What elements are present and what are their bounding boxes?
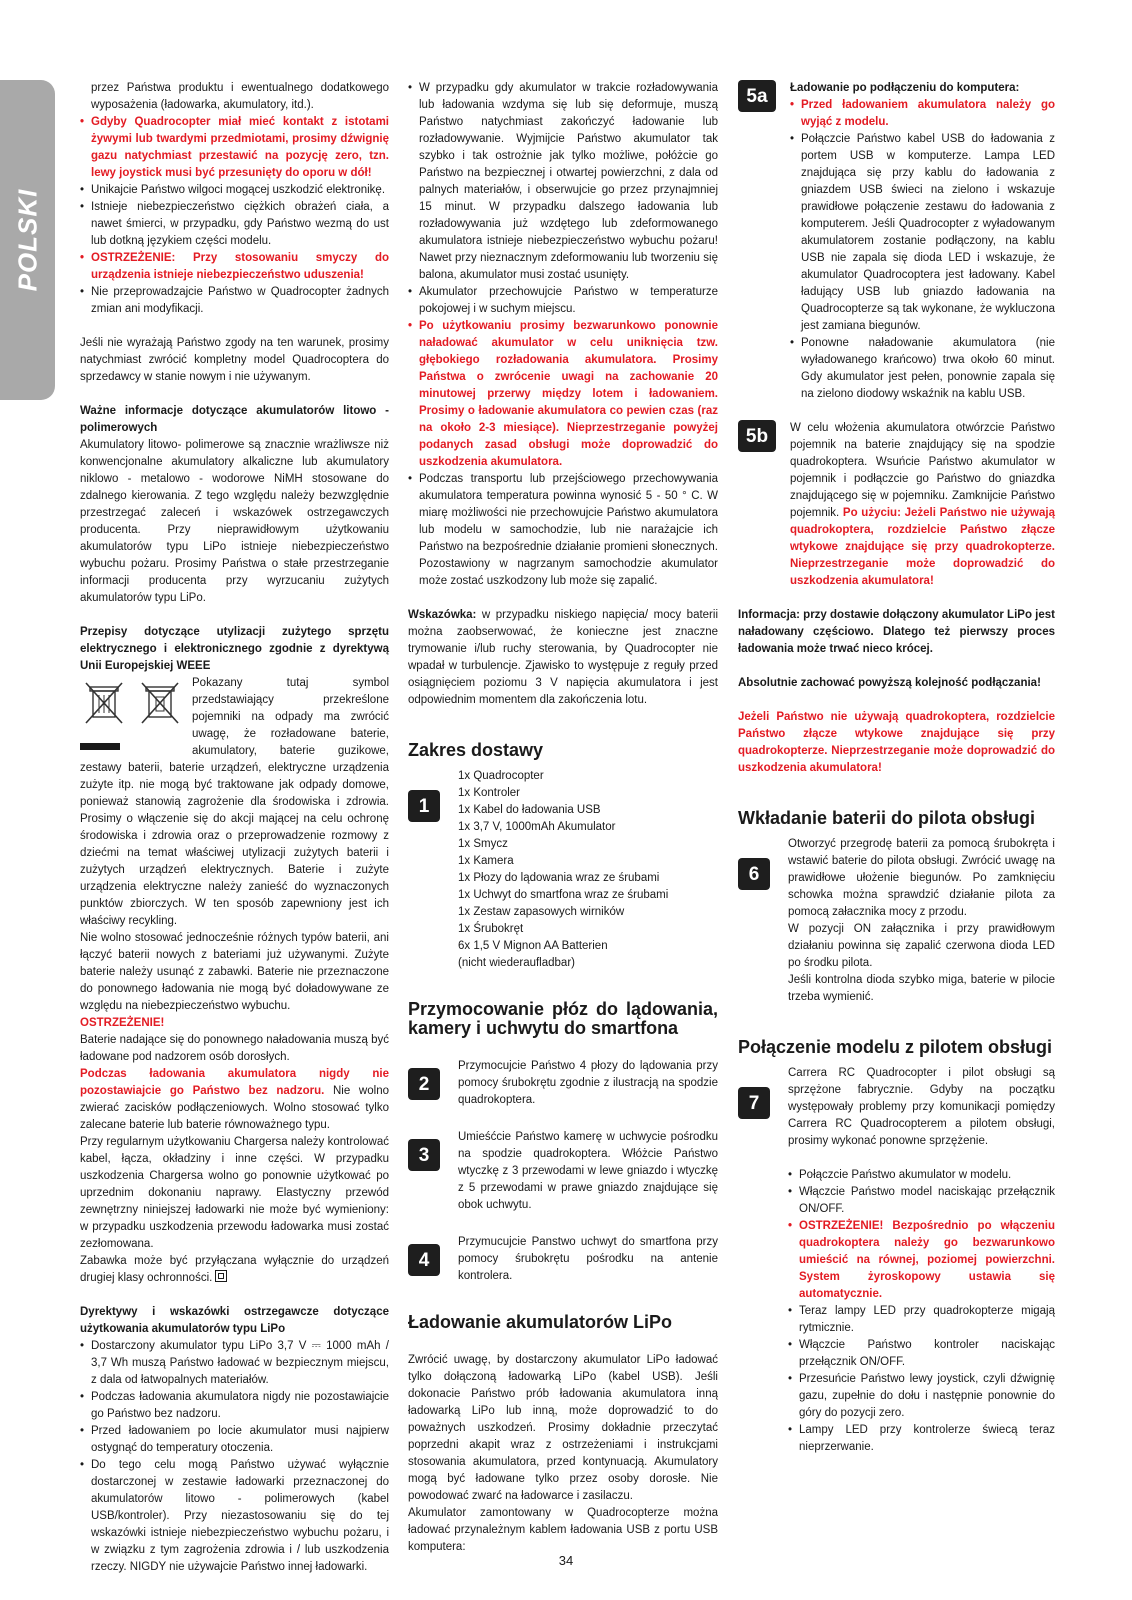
column-1: [80, 80, 389, 1576]
toy-class-text: [80, 1253, 389, 1287]
step-2: [408, 1058, 718, 1109]
step-6: [738, 838, 1055, 1006]
disconnect-warning: Jeżeli Państwo nie używają quadrokoptera, rozdzielcie Państwo złącze wtykowe znajdujące się przy quadrokopterze. Nieprzestrzeganie może doprowadzić do uszkodzenia akumulatora!: [738, 711, 1055, 774]
step-5a: [738, 80, 1055, 403]
step-5b: [738, 420, 1055, 590]
charging-note-rest: Nie wolno zwierać zacisków podłączeniowych. Wolno stosować tylko zalecane baterie lub baterie równoważnego typu.: [80, 1085, 389, 1131]
consent-text: Jeśli nie wyrażają Państwo zgody na ten warunek, prosimy natychmiast zwrócić kompletny model Quadrocoptera do sprzedawcy w stanie nowym i nie używanym.: [80, 337, 389, 383]
scope-heading: Zakres dostawy: [408, 740, 544, 760]
directive-item: • Przed ładowaniem po locie akumulator musi najpierw ostygnąć do temperatury otoczenia.: [80, 1423, 389, 1457]
usb-charge-item: • Ponowne naładowanie akumulatora (nie wyładowanego krańcowo) trwa około 60 minut. Gdy akumulator jest pełen, ponownie zapala się na zielono diodowy wskaźnik na kablu USB.: [790, 335, 1055, 403]
scope-item: 1x Kabel do ładowania USB: [458, 804, 601, 816]
step-number: 2: [408, 1068, 440, 1100]
scope-item: (nicht wiederaufladbar): [458, 957, 575, 969]
weee-block: [80, 675, 389, 930]
step-body: Otworzyć przegrodę baterii za pomocą śrubokręta i wstawić baterie do pilota obsługi. Zwrócić uwagę na prawidłowe ułożenie biegunów. Po zamknięciu schowka można sprawdzić działanie pilota za pomocą załacznika mocy z przodu.: [788, 838, 1055, 918]
hint-label: Wskazówka:: [408, 609, 477, 621]
step-warning: Po użyciu: Jeżeli Państwo nie używają quadrokoptera, rozdzielcie Państwo złącze wtykowe znajdujące się przy quadrokopterze. Nieprzestrzeganie może doprowadzić do uszkodzenia akumulatora!: [790, 507, 1055, 587]
battery-mix-text: Nie wolno stosować jednocześnie różnych typów baterii, ani łączyć baterii nowych z bateriami już używanymi. Zużyte baterie należy usunąć z zabawki. Baterie nie przeznaczone do ponownego ładowania nie mogą być doładowywane ze względu na niebezpieczeństwo wybuchu.: [80, 932, 389, 1012]
pairing-item: • Lampy LED przy kontrolerze świecą teraz nieprzerwanie.: [788, 1422, 1055, 1456]
step-body: W celu włożenia akumulatora otwórzcie Państwo pojemnik na baterie znajdujący się na spodzie quadrokoptera. Wsuńcie Państwo akumulator w pojemnik i podłączcie go Państwo do gniazdka znajdującego się w pojemniku. Zamknijcie Państwo pojemnik.: [790, 422, 1055, 519]
scope-item: 1x Kontroler: [458, 787, 521, 799]
step-text: Carrera RC Quadrocopter i pilot obsługi są sprzężone fabrycznie. Gdyby na początku występowały problemy przy komunikacji pomiędzy Carrera RC Quadrocopterem a pilotem obsługi, prosimy wykonać ponowne sprzężenie.: [788, 1067, 1055, 1147]
mount-heading: Przymocowanie płóz do lądowania, kamery i uchwytu do smartfona: [408, 999, 718, 1038]
pairing-item: • Teraz lampy LED przy quadrokopterze migają rytmicznie.: [788, 1303, 1055, 1337]
step-text: Przymocujcie Państwo 4 płozy do lądowania przy pomocy śrubokrętu zgodnie z ilustracją na spodzie quadrokoptera.: [458, 1060, 718, 1106]
step-body: Jeśli kontrolna dioda szybko miga, baterie w pilocie trzeba wymienić.: [788, 974, 1055, 1003]
column-3: [738, 80, 1055, 1456]
step-text: Umieśćcie Państwo kamerę w uchwycie pośrodku na spodzie quadrokoptera. Włóżcie Państwo wtyczkę z 3 przewodami w lewe gniazdo i wtyczkę z 5 przewodami w prawe gniazdo znajdujące się obok uchwytu.: [458, 1131, 718, 1211]
scope-item: 1x Zestaw zapasowych wirników: [458, 906, 625, 918]
usb-charge-item: • Połączcie Państwo kabel USB do ładowania z portem USB w komputerze. Lampa LED znajdująca się przy kablu do ładowania z gniazdem USB świeci na zielono i wskazuje prawidłowe połączenie zestawu do ładowania z komputerem. Jeśli Quadrocopter z wyładowanym akumulatorem zostanie podłączony, na kablu USB nie zapala się dioda LED i wskazuje, że akumulator Quadrocoptera jest ładowany. Kabel ładujący USB lub gniazdo ładowania na Quadrocopterze są tak wykonane, że wykluczona jest zamiana biegunów.: [790, 131, 1055, 335]
step-number: 5b: [738, 420, 776, 452]
usb-charge-item: • Przed ładowaniem akumulatora należy go wyjąć z modelu.: [790, 97, 1055, 131]
safety-item: • Unikajcie Państwo wilgoci mogącej uszkodzić elektronikę.: [80, 182, 389, 199]
charging-note: [80, 1066, 389, 1134]
directive-title: Dyrektywy i wskazówki ostrzegawcze dotyczące użytkowania akumulatorów typu LiPo: [80, 1306, 389, 1335]
intro-text: przez Państwa produktu i ewentualnego dodatkowego wyposażenia (ładowarka, akumulatory, itd.).: [91, 82, 389, 111]
step-text: Przymucujcie Panstwo uchwyt do smartfona przy pomocy śrubokrętu pośrodku na antenie kontrolera.: [458, 1236, 718, 1282]
step-7: [738, 1067, 1055, 1150]
scope-item: 1x Uchwyt do smartfona wraz ze śrubami: [458, 889, 669, 901]
warning-text: Baterie nadające się do ponownego naładowania muszą być ładowane pod nadzorem osób dorosłych.: [80, 1034, 389, 1063]
order-note: Absolutnie zachować powyższą kolejność podłączania!: [738, 677, 1041, 689]
battery-care-item: • Po użytkowaniu prosimy bezwarunkowo ponownie naładować akumulator w celu uniknięcia tzw. głębokiego rozładowania akumulatora. Prosimy Państwa o zwrócenie uwagi na zachowanie 20 minutowej przerwy między lotem i ładowaniem. Prosimy o ładowanie akumulatora co pewien czas (raz na około 2-3 miesiące). Nieprzestrzeganie powyżej podanych zasad obsługi może doprowadzić do uszkodzenia akumulatora.: [408, 318, 718, 471]
step-number: 7: [738, 1087, 770, 1119]
weee-symbols: [80, 679, 184, 750]
step-3: [408, 1129, 718, 1214]
step-number: 1: [408, 790, 440, 822]
safety-list: [80, 114, 389, 318]
page-number: 34: [558, 1553, 574, 1568]
pairing-item: • Przesuńcie Państwo lewy joystick, czyli dźwignię gazu, zupełnie do dołu i następnie ponownie do góry do pozycji zero.: [788, 1371, 1055, 1422]
scope-item: 1x Smycz: [458, 838, 508, 850]
pilot-battery-heading: Wkładanie baterii do pilota obsługi: [738, 808, 1036, 828]
hint-body: w przypadku niskiego napięcia/ mocy baterii można zaobserwować, że konieczne jest znaczne trymowanie i/lub ruchy sterowania, by Quadrocopter nie wpadał w turbulencje. Zjawisko to występuje z reguły przed osiągnięciem poziomu 3 V napięcia akumulatora i jest odpowiednim momentem dla zakończenia lotu.: [408, 609, 718, 706]
step-number: 4: [408, 1244, 440, 1276]
safety-item: • OSTRZEŻENIE: Przy stosowaniu smyczy do urządzenia istnieje niebezpieczeństwo uduszenia!: [80, 250, 389, 284]
lipo-info-text: Akumulatory litowo- polimerowe są znacznie wrażliwsze niż konwencjonalne akumulatory alkaliczne lub akumulatory niklowo - metalowo - wodorowe NiMH stosowane do zdalnego kierowania. Z tego względu należy bezwzględnie przestrzegać zaleceń i wskazówek ostrzegawczych producenta. Przy nieprawidłowym użytkowaniu akumulatorów typu LiPo istnieje niebezpieczeństwo wybuchu pożaru. Prosimy Państwa o stałe przestrzeganie informacji producenta przy wyrzucaniu zużytych akumulatorów typu LiPo.: [80, 439, 389, 604]
hint-text: [408, 607, 718, 709]
scope-list: [458, 768, 718, 972]
charging-warning: Podczas ładowania akumulatora nigdy nie pozostawiajcie go Państwo bez nadzoru.: [80, 1068, 389, 1097]
pairing-heading: Połączenie modelu z pilotem obsługi: [738, 1037, 1053, 1057]
pairing-item: • OSTRZEŻENIE! Bezpośrednio po włączeniu quadrokoptera należy go bezwarunkowo umieścić na równej, poziomej powierzchni. System żyroskopowy ustawia się automatycznie.: [788, 1218, 1055, 1303]
regular-use-text: Przy regularnym użytkowaniu Chargersa należy kontrolować kabel, łącza, okładziny i inne części. W przypadku uszkodzenia Chargersa wolno go ponownie użytkować po uprzednim dokonaniu naprawy. Elastyczny przewód zewnętrzny niniejszej ładowarki nie może być wymieniony: w przypadku uszkodzenia przewodu ładowarka musi zostać zezłomowana.: [80, 1136, 389, 1250]
safety-item: • Gdyby Quadrocopter miał mieć kontakt z istotami żywymi lub twardymi przedmiotami, prosimy dźwignię gazu natychmiast przestawić na pozycję zero, tzn. lewy joystick musi być przesunięty do oporu w dół!: [80, 114, 389, 182]
lipo-charging-text: Zwrócić uwagę, by dostarczony akumulator LiPo ładować tylko dołączoną ładowarką LiPo (kabel USB). Jeśli dokonacie Państwo prób ładowania akumulatora inną ładowarką LiPo lub inną, może doprowadzić to do poważnych uszkodzeń. Prosimy dokładnie przeczytać poprzedni akapit wraz z ostrzeżeniami i instrukcjami stosowania akumulatora, przed kontynuacją. Akumulatory mogą być ładowane tylko przez osoby dorosłe. Nie powodować zwarć na ładowarce i zasilaczu.: [408, 1354, 718, 1502]
language-tab: [0, 80, 55, 400]
battery-care-list: [408, 80, 718, 590]
battery-care-item: • W przypadku gdy akumulator w trakcie rozładowywania lub ładowania wzdyma się lub się deformuje, muszą Państwo natychmiast zakończyć ładowanie lub rozładowywanie. Wyjmijcie Państwo akumulator tak szybko i tak ostrożnie jak tylko możliwe, połóżcie go Państwo na bezpiecznej i otwartej powierzchni, z dala od palnych materiałów, i obserwujcie go przez przynajmniej 15 minut. W przypadku dalszego ładowania lub rozładowywania już wzdętego lub zdeformowanego akumulatora istnieje niebezpieczeństwo wybuchu pożaru! Nawet przy nieznacznym zdeformowaniu lub tworzeniu się balona, akumulator musi zostać usunięty.: [408, 80, 718, 284]
scope-item: 1x Kamera: [458, 855, 514, 867]
directive-item: • Podczas ładowania akumulatora nigdy nie pozostawiajcie go Państwo bez nadzoru.: [80, 1389, 389, 1423]
scope-item: 6x 1,5 V Mignon AA Batterien: [458, 940, 608, 952]
weee-title: Przepisy dotyczące utylizacji zużytego sprzętu elektrycznego i elektronicznego zgodnie z dyrektywą Unii Europejskiej WEEE: [80, 626, 389, 672]
crossed-bin-icon: [80, 679, 128, 750]
pairing-item: • Włączcie Państwo kontroler naciskając przełącznik ON/OFF.: [788, 1337, 1055, 1371]
scope-item: 1x Śrubokręt: [458, 923, 524, 935]
step-number: 6: [738, 858, 770, 890]
crossed-battery-bin-icon: [136, 679, 184, 750]
step-title: Ładowanie po podłączeniu do komputera:: [790, 82, 1020, 94]
step-text: [790, 420, 1055, 590]
scope-item: 1x 3,7 V, 1000mAh Akumulator: [458, 821, 616, 833]
language-label: POLSKI: [12, 188, 42, 292]
safety-item: • Istnieje niebezpieczeństwo ciężkich obrażeń ciała, a nawet śmierci, w przypadku, gdy Państwo wezmą do ust lub dotkną językiem części modelu.: [80, 199, 389, 250]
warning-label: OSTRZEŻENIE!: [80, 1017, 165, 1029]
step-number: 3: [408, 1139, 440, 1171]
pairing-list: [788, 1167, 1055, 1456]
column-2: [408, 80, 718, 1556]
step-4: [408, 1234, 718, 1285]
weee-bar: [80, 743, 120, 750]
directive-item: • Do tego celu mogą Państwo używać wyłącznie dostarczonej w zestawie ładowarki przeznaczonej do akumulatorów litowo - polimerowych (kabel USB/kontroler). Przy niezastosowaniu się do tej wskazówki istnieje niebezpieczeństwo wybuchu pożaru, i w związku z tym zagrożenia zdrowia i / lub uszkodzenia rzeczy. NIGDY nie używajcie Państwo innej ładowarki.: [80, 1457, 389, 1576]
weee-text: Pokazany tutaj symbol przedstawiający przekreślone pojemniki na odpady ma zwrócić uwagę, że rozładowane baterie, akumulatory, baterie guzikowe, zestawy baterii, baterie urządzeń, elektryczne urządzenia zużyte itp. nie mogą być traktowane jak odpady domowe, ponieważ stanowią zagrożenie dla środowiska i zdrowia. Prosimy o włączenie się do akcji mającej na celu ochronę środowiska i zdrowia oraz o przeprowadzenie rozmowy z dziećmi na temat właściwej utylizacji zużytych baterii i zużytych urządzeń elektrycznych. Baterie i zużyte urządzenia elektryczne należy zanieść do wyznaczonych punktów zbiorczych. W ten sposób zapewniony jest ich właściwy recykling.: [80, 677, 389, 927]
lipo-charging-usb: Akumulator zamontowany w Quadrocopterze można ładować przynależnym kablem ładowania USB z portu USB komputera:: [408, 1507, 718, 1553]
safety-item: • Nie przeprowadzajcie Państwo w Quadrocopter żadnych zmian ani modyfikacji.: [80, 284, 389, 318]
step-1: [408, 770, 718, 972]
step-content: [790, 80, 1055, 403]
lipo-charging-heading: Ładowanie akumulatorów LiPo: [408, 1312, 673, 1332]
info-text: Informacja: przy dostawie dołączony akumulator LiPo jest naładowany częściowo. Dlatego też pierwszy proces ładowania może trwać nieco krócej.: [738, 609, 1055, 655]
battery-care-item: • Podczas transportu lub przejściowego przechowywania akumulatora temperatura powinna wynosić 5 - 50 ° C. W miarę możliwości nie przechowujcie Państwo akumulatora lub modelu w samochodzie, lub nie narażajcie ich Państwo na bezpośrednie działanie promieni słonecznych. Pozostawiony w nagrzanym samochodzie akumulator może zostać uszkodzony lub może się zapalić.: [408, 471, 718, 590]
usb-charge-list: [790, 97, 1055, 403]
lipo-info-title: Ważne informacje dotyczące akumulatorów litowo - polimerowych: [80, 405, 389, 434]
scope-item: 1x Płozy do lądowania wraz ze śrubami: [458, 872, 660, 884]
step-number: 5a: [738, 80, 776, 112]
pairing-item: • Włączcie Państwo model naciskając przełącznik ON/OFF.: [788, 1184, 1055, 1218]
class-ii-icon: [215, 1270, 227, 1282]
scope-item: 1x Quadrocopter: [458, 770, 544, 782]
toy-class-label: Zabawka może być przyłączana wyłącznie do urządzeń drugiej klasy ochronności.: [80, 1255, 389, 1284]
battery-care-item: • Akumulator przechowujcie Państwo w temperaturze pokojowej i w suchym miejscu.: [408, 284, 718, 318]
step-text: [788, 836, 1055, 1006]
pairing-item: • Połączcie Państwo akumulator w modelu.: [788, 1167, 1055, 1184]
step-body: W pozycji ON załącznika i przy prawidłowym działaniu powinna się zapalić czerwona dioda LED po środku pilota.: [788, 923, 1055, 969]
directive-item: • Dostarczony akumulator typu LiPo 3,7 V ⎓ 1000 mAh / 3,7 Wh muszą Państwo ładować w bezpiecznym miejscu, z dala od łatwopalnych materiałów.: [80, 1338, 389, 1389]
directive-list: [80, 1338, 389, 1576]
